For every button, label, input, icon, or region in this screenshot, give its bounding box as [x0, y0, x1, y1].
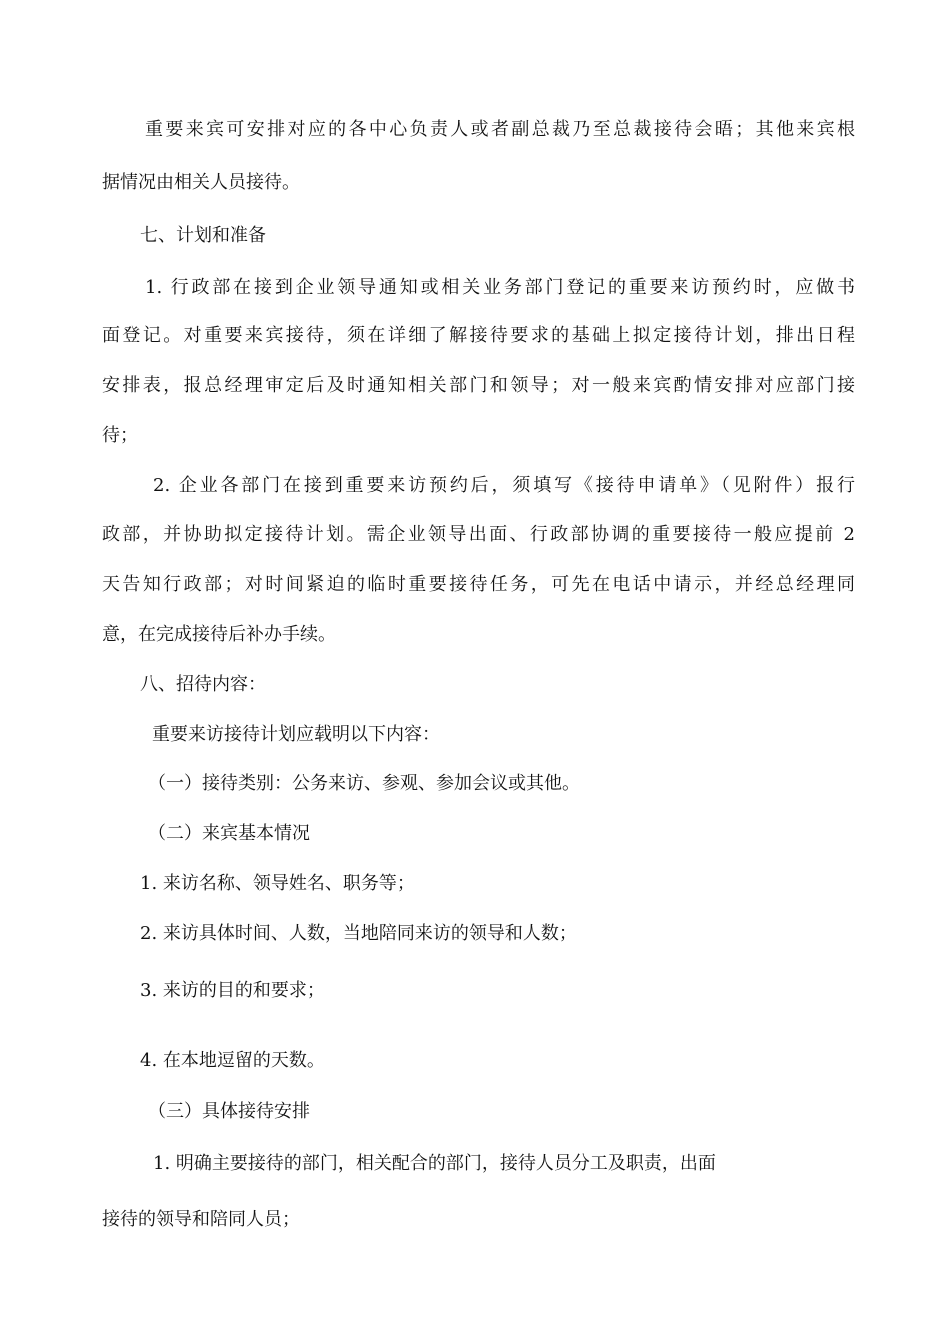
reception-arrangement-item-1-line-2: 接待的领导和陪同人员；: [102, 1209, 300, 1230]
visitor-info-item-1: 1. 来访名称、领导姓名、职务等；: [140, 873, 415, 894]
section-7-item-1-line-3: 安排表，报总经理审定后及时通知相关部门和领导；对一般来宾酌情安排对应部门接: [102, 375, 855, 396]
paragraph-vip-reception-line-1: 重要来宾可安排对应的各中心负责人或者副总裁乃至总裁接待会晤；其他来宾根: [145, 119, 855, 140]
visitor-info-item-4: 4. 在本地逗留的天数。: [140, 1050, 325, 1071]
section-8-subsection-2-heading: （二）来宾基本情况: [148, 823, 310, 844]
paragraph-vip-reception-line-2: 据情况由相关人员接待。: [102, 172, 300, 193]
section-8-subsection-3-heading: （三）具体接待安排: [148, 1101, 310, 1122]
section-7-item-2-line-1: 2. 企业各部门在接到重要来访预约后，须填写《接待申请单》（见附件）报行: [153, 475, 855, 496]
reception-arrangement-item-1-line-1: 1. 明确主要接待的部门，相关配合的部门，接待人员分工及职责，出面: [153, 1153, 716, 1174]
section-7-item-2-line-2: 政部，并协助拟定接待计划。需企业领导出面、行政部协调的重要接待一般应提前 2: [102, 524, 855, 545]
section-8-heading: 八、招待内容：: [140, 674, 266, 695]
section-7-item-2-line-4: 意，在完成接待后补办手续。: [102, 624, 336, 645]
section-7-item-1-line-1: 1. 行政部在接到企业领导通知或相关业务部门登记的重要来访预约时，应做书: [145, 277, 855, 298]
visitor-info-item-3: 3. 来访的目的和要求；: [140, 980, 325, 1001]
section-7-item-1-line-2: 面登记。对重要来宾接待，须在详细了解接待要求的基础上拟定接待计划，排出日程: [102, 325, 855, 346]
section-7-heading: 七、计划和准备: [140, 225, 266, 246]
section-7-item-1-line-4: 待；: [102, 425, 138, 446]
section-8-intro: 重要来访接待计划应载明以下内容：: [152, 724, 440, 745]
section-8-subsection-1: （一）接待类别：公务来访、参观、参加会议或其他。: [148, 773, 580, 794]
section-7-item-2-line-3: 天告知行政部；对时间紧迫的临时重要接待任务，可先在电话中请示，并经总经理同: [102, 574, 855, 595]
visitor-info-item-2: 2. 来访具体时间、人数，当地陪同来访的领导和人数；: [140, 923, 577, 944]
